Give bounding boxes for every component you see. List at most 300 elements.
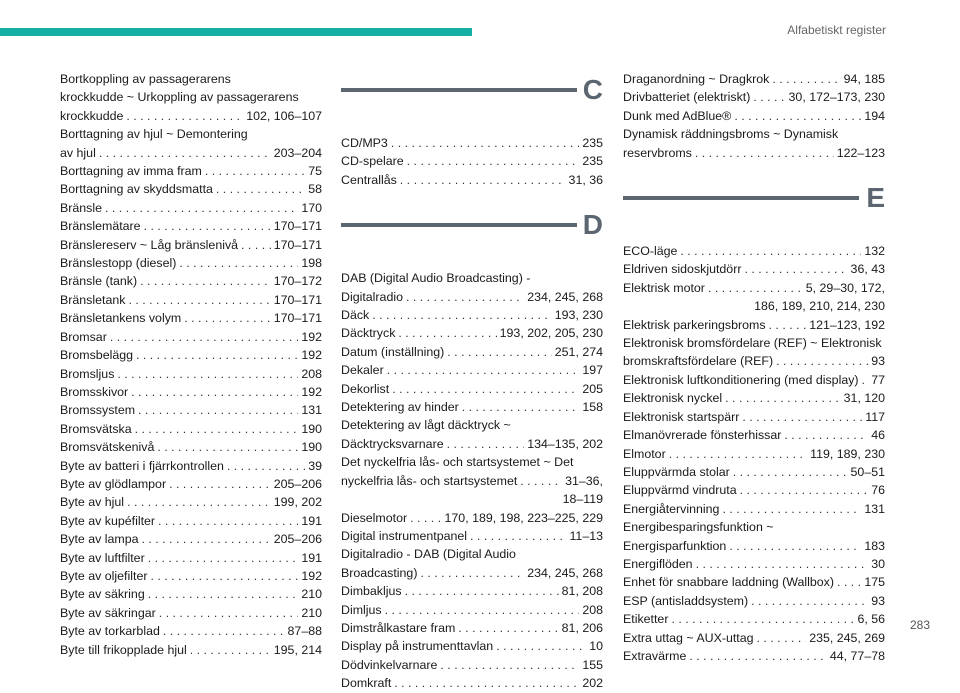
entry-line (60, 530, 322, 548)
leader-dots (722, 500, 861, 518)
leader-dots (136, 346, 298, 364)
entry-term: Elmotor (623, 446, 666, 461)
entry-text-line: Digitalradio - DAB (Digital Audio (341, 547, 516, 562)
leader-dots (753, 88, 785, 106)
entry-pages: 235, 245, 269 (809, 630, 885, 645)
leader-dots (708, 279, 803, 297)
entry-pages: 117 (865, 409, 885, 424)
leader-dots (385, 601, 580, 619)
index-entry (60, 309, 322, 327)
entry-line (623, 647, 885, 665)
index-entry (623, 573, 885, 591)
entry-term: av hjul (60, 145, 96, 160)
entry-line (623, 144, 885, 162)
index-entry (623, 334, 885, 371)
entry-term: Bränslestopp (diesel) (60, 256, 177, 271)
entry-line (623, 573, 885, 591)
index-entry (60, 365, 322, 383)
entry-pages: 191 (301, 550, 322, 565)
entry-pages: 170–171 (273, 237, 322, 252)
entry-line (60, 567, 322, 585)
entry-line (60, 420, 322, 438)
entry-term: Bränslereserv ~ Låg bränslenivå (60, 237, 239, 252)
entry-term: Bränsletank (60, 292, 126, 307)
leader-dots (410, 509, 441, 527)
entry-pages: 170, 189, 198, 223–225, 229 (444, 510, 603, 525)
entry-pages: 93 (871, 354, 885, 369)
entry-term: nyckelfria lås- och startsystemet (341, 473, 518, 488)
index-entry (623, 647, 885, 665)
index-entry (623, 260, 885, 278)
entry-pages-continued: 186, 189, 210, 214, 230 (754, 299, 885, 314)
index-entry (60, 401, 322, 419)
entry-pages: 198 (301, 256, 322, 271)
entry-line (60, 144, 322, 162)
entry-pages: 235 (582, 136, 603, 150)
index-entry (60, 291, 322, 309)
entry-pages: 208 (301, 366, 322, 381)
entry-pages: 81, 206 (561, 620, 603, 635)
entry-term: ESP (antisladdsystem) (623, 593, 749, 608)
entry-text-line: Det nyckelfria lås- och startsystemet ~ Det (341, 455, 574, 470)
entry-pages: 39 (308, 458, 322, 473)
leader-dots (394, 674, 579, 692)
entry-pages: 75 (308, 164, 322, 179)
entry-text-line: Detektering av lågt däcktryck ~ (341, 418, 511, 433)
index-entry (341, 361, 603, 379)
index-entry (60, 622, 322, 640)
entry-term: bromskraftsfördelare (REF) (623, 354, 774, 369)
letter-rule (341, 223, 577, 227)
leader-dots (392, 380, 579, 398)
entry-pages: 93 (871, 593, 885, 608)
leader-dots (671, 610, 854, 628)
entry-pages: 175 (864, 575, 885, 590)
entry-pages: 46 (871, 428, 885, 443)
entry-pages: 192 (301, 568, 322, 583)
entry-line (341, 171, 603, 189)
entry-term: Eluppvärmd vindruta (623, 483, 737, 498)
entry-term: Elektrisk parkeringsbroms (623, 317, 766, 332)
index-entry (60, 70, 322, 125)
index-entry (341, 152, 603, 170)
index-entry (60, 457, 322, 475)
leader-dots (128, 291, 270, 309)
index-entry (623, 279, 885, 316)
entry-pages: 5, 29–30, 172, (805, 280, 885, 295)
letter-label: D (582, 209, 603, 241)
leader-dots (158, 512, 298, 530)
entry-term: CD/MP3 (341, 136, 388, 150)
entry-line (341, 361, 603, 379)
index-entry (60, 383, 322, 401)
entry-line (60, 401, 322, 419)
leader-dots (105, 199, 298, 217)
leader-dots (440, 656, 579, 674)
entry-term: Byte av säkring (60, 587, 145, 602)
entry-line (341, 288, 603, 306)
index-entry (60, 530, 322, 548)
entry-pages: 194 (864, 108, 885, 123)
leader-dots (696, 555, 869, 573)
entry-pages: 192 (301, 329, 322, 344)
entry-line (341, 380, 603, 398)
index-entry (60, 585, 322, 603)
letter-heading (341, 209, 603, 259)
entry-line (623, 70, 885, 88)
entry-pages: 208 (582, 602, 603, 617)
leader-dots (179, 254, 298, 272)
entry-term: Byte av hjul (60, 495, 125, 510)
leader-dots (184, 309, 271, 327)
entry-term: Dekaler (341, 363, 384, 378)
leader-dots (372, 306, 552, 324)
index-entry (623, 125, 885, 162)
index-entry (60, 438, 322, 456)
entry-term: Byte av oljefilter (60, 568, 148, 583)
entry-pages: 11–13 (569, 528, 603, 543)
entry-line (60, 641, 322, 659)
leader-dots (734, 107, 861, 125)
entry-line (623, 537, 885, 555)
index-entry (341, 380, 603, 398)
entry-pages: 202 (582, 676, 603, 691)
entry-term: Energiflöden (623, 556, 693, 571)
entry-pages: 30, 172–173, 230 (788, 90, 885, 105)
entry-term: Byte av kupéfilter (60, 513, 156, 528)
entry-term: krockkudde (60, 108, 124, 123)
leader-dots (447, 343, 551, 361)
entry-pages: 77 (871, 372, 885, 387)
leader-dots (131, 383, 298, 401)
entry-term: Draganordning ~ Dragkrok (623, 72, 770, 86)
leader-dots (447, 435, 525, 453)
leader-dots (227, 457, 305, 475)
letter-rule (623, 196, 859, 200)
index-entry (623, 445, 885, 463)
entry-pages: 132 (864, 244, 885, 259)
entry-pages: 121–123, 192 (809, 317, 885, 332)
entry-line (60, 622, 322, 640)
leader-dots (669, 445, 807, 463)
entry-term: Bränsle (tank) (60, 274, 138, 289)
entry-term: Extra uttag ~ AUX-uttag (623, 630, 754, 645)
entry-term: Bromsskivor (60, 384, 129, 399)
entry-pages: 251, 274 (554, 344, 603, 359)
leader-dots (126, 107, 243, 125)
entry-term: Borttagning av imma fram (60, 164, 202, 179)
entry-pages: 76 (871, 483, 885, 498)
entry-pages: 31–36, (565, 473, 603, 488)
entry-line (341, 601, 603, 619)
index-entry (341, 545, 603, 582)
entry-pages: 50–51 (850, 464, 885, 479)
entry-pages: 190 (301, 440, 322, 455)
entry-pages: 183 (864, 538, 885, 553)
entry-term: Domkraft (341, 676, 392, 691)
entry-pages-continued: 18–119 (562, 492, 603, 507)
entry-line (341, 619, 603, 637)
index-entry (60, 162, 322, 180)
entry-pages: 210 (301, 587, 322, 602)
leader-dots (400, 171, 566, 189)
entry-term: Byte till frikopplade hjul (60, 642, 187, 657)
entry-line (623, 389, 885, 407)
entry-line (60, 309, 322, 327)
entry-line (60, 585, 322, 603)
entry-term: Byte av batteri i fjärrkontrollen (60, 458, 224, 473)
entry-text-line: krockkudde ~ Urkoppling av passagerarens (60, 90, 299, 105)
entry-line (60, 346, 322, 364)
entry-line (623, 107, 885, 125)
entry-pages: 94, 185 (843, 72, 885, 86)
entry-term: Däcktryck (341, 326, 396, 341)
entry-pages: 170–172 (273, 274, 322, 289)
entry-line (341, 674, 603, 692)
entry-pages: 102, 106–107 (246, 108, 322, 123)
index-entry (623, 518, 885, 555)
entry-line (60, 291, 322, 309)
entry-term: Däcktrycksvarnare (341, 436, 444, 451)
leader-dots (117, 365, 298, 383)
entry-pages: 81, 208 (561, 584, 603, 599)
entry-term: Extravärme (623, 648, 687, 663)
entry-term: Bränslemätare (60, 219, 141, 234)
leader-dots (744, 260, 847, 278)
leader-dots (680, 242, 861, 260)
leader-dots (751, 592, 868, 610)
leader-dots (729, 537, 861, 555)
entry-line (341, 472, 603, 490)
leader-dots (140, 272, 271, 290)
entry-term: Borttagning av skyddsmatta (60, 182, 213, 197)
entry-line (623, 316, 885, 334)
leader-dots (776, 352, 868, 370)
index-entry (341, 269, 603, 306)
entry-term: Däck (341, 308, 370, 323)
entry-pages: 193, 230 (554, 308, 603, 323)
entry-pages: 155 (582, 657, 603, 672)
index-entry (623, 555, 885, 573)
entry-pages: 203–204 (273, 145, 322, 160)
entry-line (60, 365, 322, 383)
leader-dots (769, 316, 807, 334)
letter-rule (341, 88, 577, 92)
index-entry (623, 107, 885, 125)
leader-dots (398, 324, 496, 342)
entry-line (60, 604, 322, 622)
leader-dots (725, 389, 840, 407)
entry-term: Datum (inställning) (341, 344, 445, 359)
entry-line (341, 324, 603, 342)
index-entry (60, 604, 322, 622)
entry-pages: 170–171 (273, 311, 322, 326)
index-entry (60, 125, 322, 162)
entry-term: Bränsle (60, 200, 103, 215)
leader-dots (458, 619, 558, 637)
entry-line (341, 134, 603, 152)
index-entry (623, 408, 885, 426)
entry-line (623, 445, 885, 463)
entry-text-line: Energibesparingsfunktion ~ (623, 520, 774, 535)
entry-term: Dekorlist (341, 381, 390, 396)
leader-dots (148, 585, 299, 603)
index-entry (341, 656, 603, 674)
entry-term: Dödvinkelvarnare (341, 657, 438, 672)
leader-dots (496, 637, 586, 655)
entry-term: Dimstrålkastare fram (341, 620, 456, 635)
entry-term: Bromsar (60, 329, 107, 344)
top-bar (0, 0, 960, 50)
entry-term: Byte av torkarblad (60, 624, 160, 639)
index-entry (341, 324, 603, 342)
entry-line (60, 549, 322, 567)
leader-dots (520, 472, 562, 490)
entry-line (341, 398, 603, 416)
entry-pages: 44, 77–78 (829, 648, 885, 663)
leader-dots (150, 567, 298, 585)
entry-term: Detektering av hinder (341, 400, 459, 415)
entry-line (341, 152, 603, 170)
entry-line (623, 260, 885, 278)
entry-text-line: DAB (Digital Audio Broadcasting) - (341, 271, 531, 286)
entry-line (623, 279, 885, 297)
leader-dots (733, 463, 848, 481)
page-number: 283 (909, 618, 930, 632)
entry-term: Eldriven sidoskjutdörr (623, 262, 742, 277)
entry-term: Dimbakljus (341, 584, 402, 599)
entry-term: Eluppvärmda stolar (623, 464, 730, 479)
index-entry (623, 426, 885, 444)
index-entry (60, 199, 322, 217)
entry-line (623, 481, 885, 499)
entry-term: Centrallås (341, 172, 397, 187)
index-entry (60, 346, 322, 364)
entry-text-line: Dynamisk räddningsbroms ~ Dynamisk (623, 127, 839, 142)
entry-term: Bromsvätska (60, 421, 132, 436)
leader-dots (391, 134, 579, 152)
entry-term: Etiketter (623, 612, 669, 627)
entry-term: Byte av säkringar (60, 605, 156, 620)
leader-dots (387, 361, 580, 379)
entry-pages: 170 (301, 200, 322, 215)
entry-line (60, 199, 322, 217)
index-entry (341, 637, 603, 655)
index-entry (60, 567, 322, 585)
entry-line (341, 306, 603, 324)
index-entry (341, 582, 603, 600)
entry-line (623, 242, 885, 260)
entry-term: Enhet för snabbare laddning (Wallbox) (623, 575, 834, 590)
entry-line (623, 426, 885, 444)
entry-pages: 192 (301, 384, 322, 399)
entry-pages: 6, 56 (857, 612, 885, 627)
leader-dots (740, 481, 869, 499)
entry-text-line: Elektronisk bromsfördelare (REF) ~ Elektronisk (623, 336, 882, 351)
entry-line (60, 475, 322, 493)
entry-term: Bromsbelägg (60, 348, 134, 363)
leader-dots (144, 217, 271, 235)
index-entry (341, 453, 603, 508)
entry-line (623, 500, 885, 518)
entry-term: Digital instrumentpanel (341, 528, 468, 543)
leader-dots (159, 604, 299, 622)
index-entry (60, 420, 322, 438)
entry-term: Elektronisk luftkonditionering (med display) (623, 372, 859, 387)
entry-term: Bromsljus (60, 366, 115, 381)
entry-text-line: Bortkoppling av passagerarens (60, 72, 231, 86)
entry-term: Display på instrumenttavlan (341, 639, 494, 654)
entry-line (623, 352, 885, 370)
entry-term: Byte av lampa (60, 532, 139, 547)
letter-heading (623, 182, 885, 232)
leader-dots (216, 180, 305, 198)
entry-line (60, 217, 322, 235)
entry-term: Bromssystem (60, 403, 136, 418)
index-entry (60, 641, 322, 659)
entry-pages: 31, 120 (843, 391, 885, 406)
leader-dots (757, 629, 807, 647)
entry-pages: 190 (301, 421, 322, 436)
entry-pages: 131 (301, 403, 322, 418)
index-entry (623, 371, 885, 389)
index-entry (60, 512, 322, 530)
entry-term: reservbroms (623, 145, 692, 160)
index-entry (623, 88, 885, 106)
entry-term: Energiåtervinning (623, 501, 720, 516)
entry-pages: 193, 202, 205, 230 (499, 326, 603, 341)
section-gap (341, 189, 603, 213)
entry-text-line: Borttagning av hjul ~ Demontering (60, 127, 248, 142)
leader-dots (163, 622, 285, 640)
entry-line (623, 555, 885, 573)
index-column-3 (623, 70, 885, 665)
entry-pages: 235 (582, 154, 603, 169)
index-entry (341, 674, 603, 692)
entry-line (623, 463, 885, 481)
entry-line (341, 637, 603, 655)
leader-dots (420, 564, 524, 582)
entry-pages: 87–88 (287, 624, 322, 639)
entry-pages: 122–123 (836, 145, 885, 160)
entry-pages: 205 (582, 381, 603, 396)
index-entry (623, 592, 885, 610)
index-entry (341, 306, 603, 324)
index-entry (60, 493, 322, 511)
entry-term: Elektronisk startspärr (623, 409, 740, 424)
entry-line (341, 656, 603, 674)
entry-pages: 191 (301, 513, 322, 528)
index-entry (623, 500, 885, 518)
leader-dots (462, 398, 580, 416)
index-entry (60, 328, 322, 346)
entry-pages: 170–171 (273, 292, 322, 307)
index-entry (60, 272, 322, 290)
entry-pages: 195, 214 (273, 642, 322, 657)
entry-line (60, 383, 322, 401)
entry-pages: 119, 189, 230 (810, 446, 885, 461)
entry-pages: 31, 36 (568, 172, 603, 187)
entry-pages: 158 (582, 400, 603, 415)
entry-line (60, 328, 322, 346)
entry-line (623, 408, 885, 426)
leader-dots (837, 573, 861, 591)
leader-dots (406, 288, 524, 306)
index-entry (623, 481, 885, 499)
leader-dots (157, 438, 298, 456)
entry-line (341, 343, 603, 361)
entry-line (623, 629, 885, 647)
